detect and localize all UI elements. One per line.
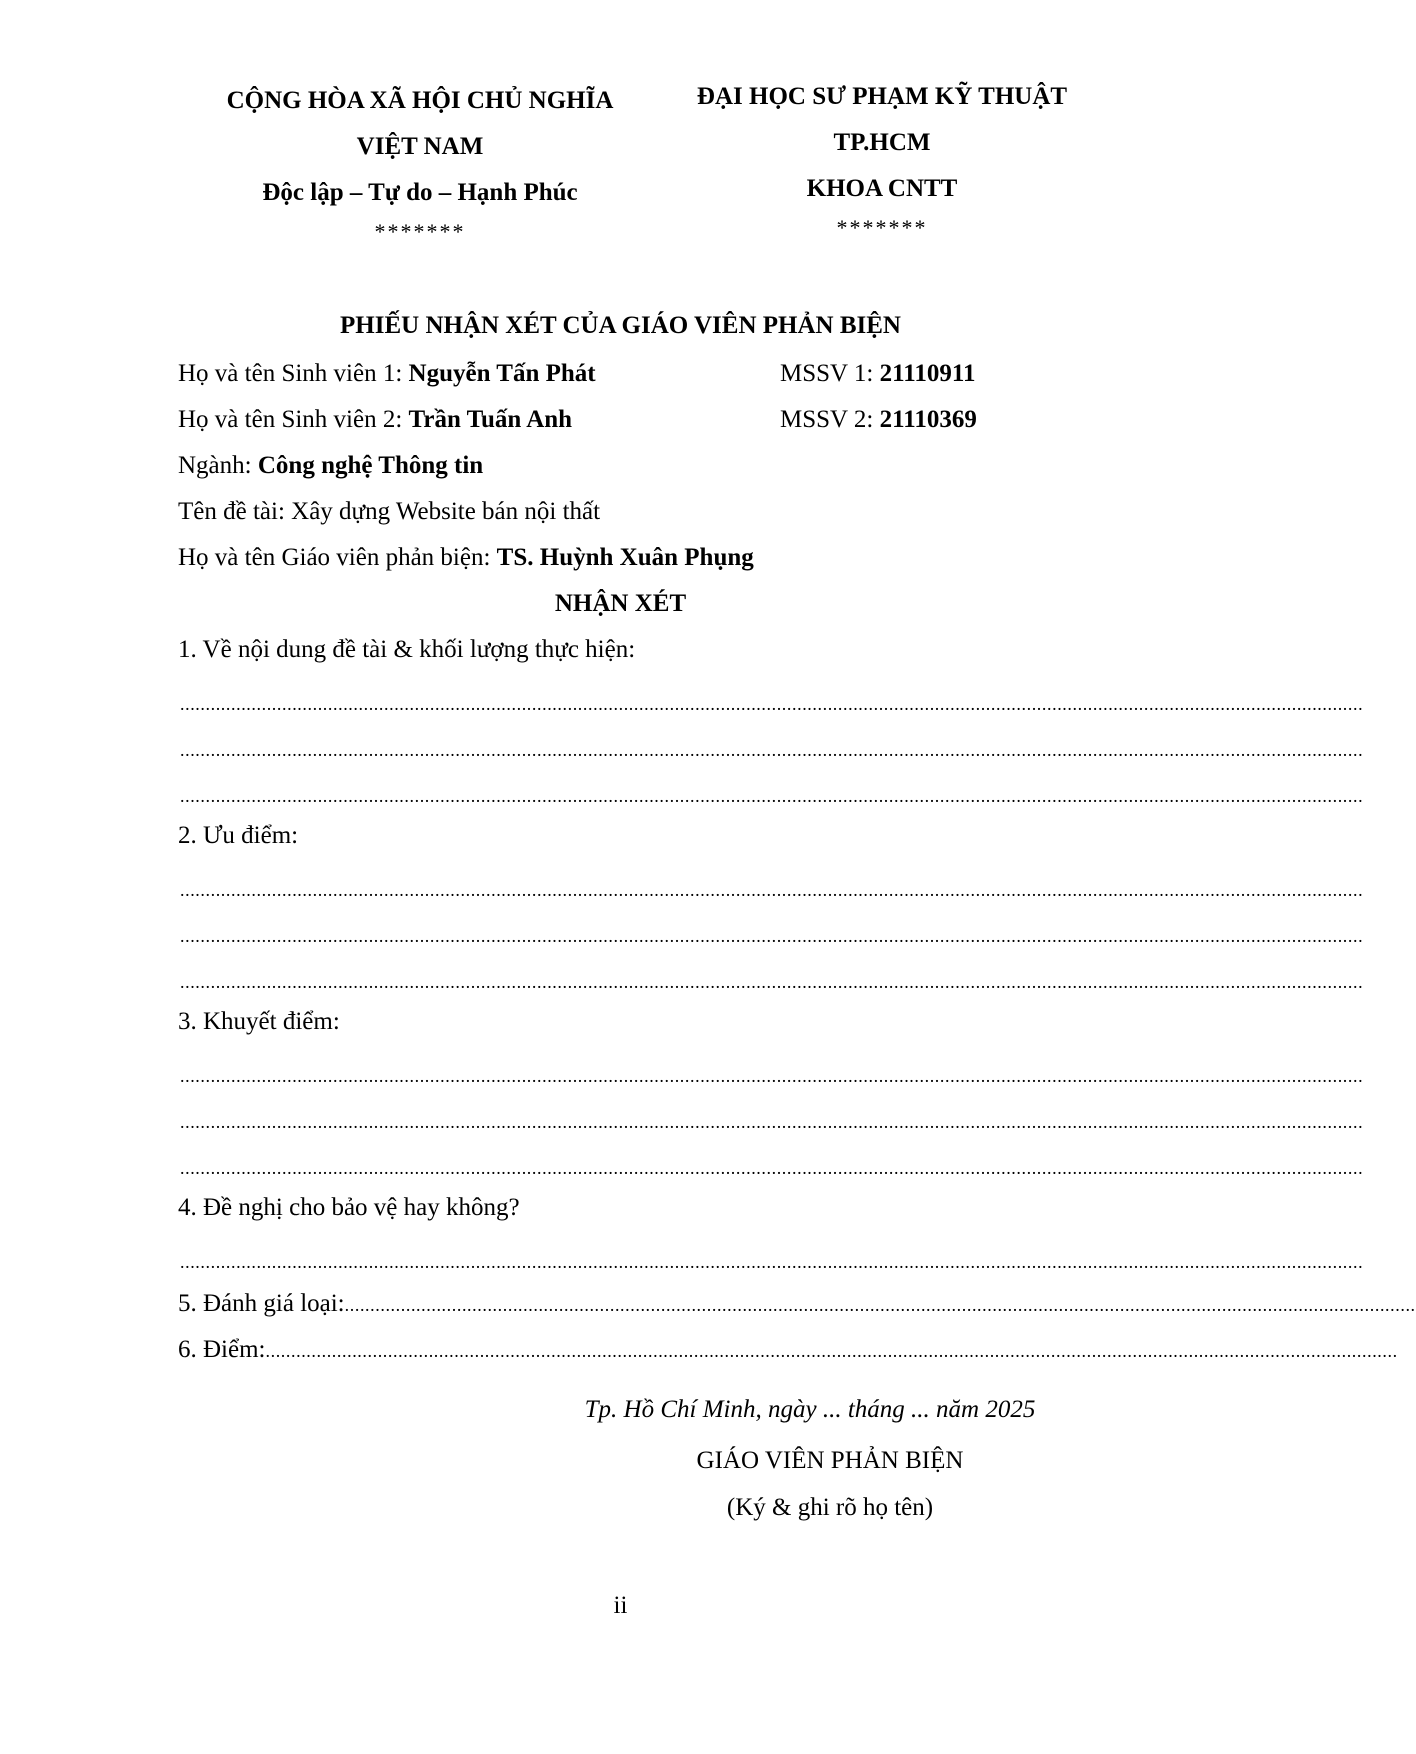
mssv1-label: MSSV 1: [780,360,880,387]
header-right-line1: ĐẠI HỌC SƯ PHẠM KỸ THUẬT [696,83,1068,110]
header-left-stars: ******* [374,219,466,244]
header-right-faculty: KHOA CNTT [806,175,958,202]
student2-label: Họ và tên Sinh viên 2: [178,406,409,433]
section-1-label: 1. Về nội dung đề tài & khối lượng thực hiện: [178,636,636,663]
student1-label: Họ và tên Sinh viên 1: [178,360,409,387]
signature-title: GIÁO VIÊN PHẢN BIỆN [696,1447,964,1474]
section-3-line[interactable] [180,1066,1055,1086]
section-3-label: 3. Khuyết điểm: [178,1008,340,1035]
section-1-line[interactable] [180,694,1055,714]
section-2-line[interactable] [180,926,1055,946]
major-value: Công nghệ Thông tin [257,452,484,479]
mssv1-value: 21110911 [879,360,976,387]
mssv2-value: 21110369 [879,406,977,433]
section-3-line[interactable] [180,1112,1055,1132]
section-5-label: 5. Đánh giá loại: [178,1290,345,1317]
section-2-label: 2. Ưu điểm: [178,822,299,849]
student2-row [178,406,572,434]
section-5-fill[interactable]: .................................................................................................................................................................................................................. [344,1295,1416,1315]
reviewer-label: Họ và tên Giáo viên phản biện: [178,544,497,571]
section-6-fill[interactable]: .............................................................................................................................................................................................................................. [265,1341,1398,1361]
section-5-row [178,1290,1416,1318]
header-left-motto: Độc lập – Tự do – Hạnh Phúc [262,179,578,206]
major-label: Ngành: [178,452,258,479]
topic-row [178,498,600,526]
reviewer-row [178,544,754,572]
section-1-line[interactable] [180,740,1055,760]
section-1-line[interactable] [180,786,1055,806]
topic-value: Xây dựng Website bán nội thất [291,498,601,525]
mssv2-label: MSSV 2: [780,406,880,433]
header-right-line2: TP.HCM [833,129,931,156]
section-4-line[interactable] [180,1252,1055,1272]
page-number: ii [613,1592,628,1619]
reviewer-value: TS. Huỳnh Xuân Phụng [496,544,754,571]
form-title: PHIẾU NHẬN XÉT CỦA GIÁO VIÊN PHẢN BIỆN [340,312,901,339]
header-right-stars: ******* [836,215,928,240]
student1-name: Nguyễn Tấn Phát [408,360,596,387]
section-2-line[interactable] [180,880,1055,900]
section-3-line[interactable] [180,1158,1055,1178]
major-row [178,452,483,480]
mssv2-row [780,406,977,434]
section-2-line[interactable] [180,972,1055,992]
header-left [205,78,635,248]
signature-date: Tp. Hồ Chí Minh, ngày ... tháng ... năm 2025 [584,1396,1036,1423]
student2-name: Trần Tuấn Anh [408,406,573,433]
header-right [672,74,1092,244]
topic-label: Tên đề tài: [178,498,292,525]
student1-row [178,360,596,388]
header-left-line2: VIỆT NAM [356,133,484,160]
signature-note: (Ký & ghi rõ họ tên) [726,1494,934,1521]
header-left-line1: CỘNG HÒA XÃ HỘI CHỦ NGHĨA [226,87,614,114]
mssv1-row [780,360,975,388]
section-6-row [178,1336,1398,1364]
section-4-label: 4. Đề nghị cho bảo vệ hay không? [178,1194,520,1221]
remarks-heading: NHẬN XÉT [554,590,687,617]
section-6-label: 6. Điểm: [178,1336,266,1363]
